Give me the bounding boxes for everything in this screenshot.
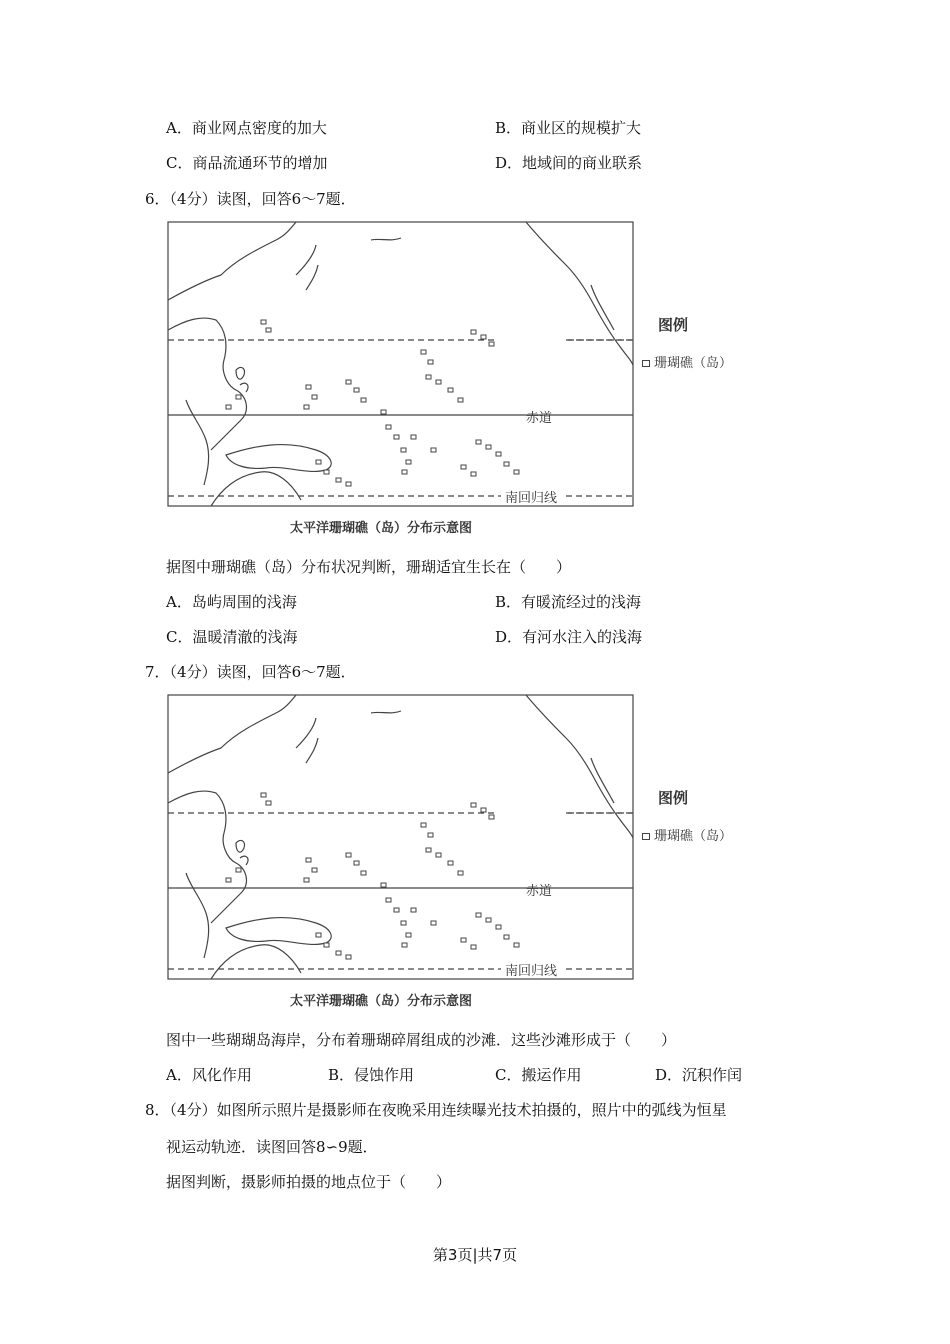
na-coast (526, 222, 633, 365)
coral-reef-symbols (226, 793, 519, 959)
map-caption-1: 太平洋珊瑚礁（岛）分布示意图 (290, 521, 473, 536)
tropic-of-capricorn-label: 南回归线 (505, 491, 558, 506)
asia-coast (168, 222, 296, 300)
q7-option-d: D．沉积作闰 (655, 1066, 743, 1084)
q5-option-b: B．商业区的规模扩大 (495, 119, 642, 137)
australia-north (211, 945, 301, 979)
coral-map-1 (166, 220, 746, 520)
coral-reef-legend-icon (642, 833, 650, 840)
q6-question: 据图中珊瑚礁（岛）分布状况判断，珊瑚适宜生长在（ ） (166, 558, 572, 576)
philippines (236, 841, 248, 865)
legend-title: 图例 (658, 316, 689, 334)
q6-option-c: C．温暖清澈的浅海 (166, 628, 298, 646)
q5-option-d: D．地域间的商业联系 (495, 154, 643, 172)
coral-map-2 (166, 693, 746, 993)
q7-option-b: B．侵蚀作用 (328, 1066, 415, 1084)
aleutians (371, 711, 401, 713)
legend-coral-reef-label: 珊瑚礁（岛） (654, 356, 733, 371)
legend-coral-reef-label-2: 珊瑚礁（岛） (654, 829, 733, 844)
map-caption-2: 太平洋珊瑚礁（岛）分布示意图 (290, 994, 473, 1009)
malay-coast (186, 400, 209, 485)
q8-stem-line2: 视运动轨迹．读图回答8∽9题． (166, 1138, 378, 1156)
malay-coast (186, 873, 209, 958)
baja-california (591, 285, 614, 330)
equator-label-2: 赤道 (526, 884, 553, 899)
baja-california (591, 758, 614, 803)
q7-option-a: A．风化作用 (166, 1066, 252, 1084)
q7-stem: 7．（4分）读图，回答6～7题． (145, 663, 356, 681)
tropic-of-capricorn-label-2: 南回归线 (505, 964, 558, 979)
q7-question: 图中一些瑚瑚岛海岸，分布着珊瑚碎屑组成的沙滩．这些沙滩形成于（ ） (166, 1031, 677, 1049)
new-guinea (226, 918, 331, 945)
legend-title-2: 图例 (658, 789, 689, 807)
q5-option-a: A．商业网点密度的加大 (166, 119, 327, 137)
q8-stem-line1: 8．（4分）如图所示照片是摄影师在夜晚采用连续曝光技术拍摄的，照片中的弧线为恒星 (145, 1101, 727, 1119)
q6-option-a: A．岛屿周围的浅海 (166, 593, 297, 611)
asia-coast-south (168, 318, 246, 450)
philippines (236, 368, 248, 392)
q8-question: 据图判断，摄影师拍摄的地点位于（ ） (166, 1173, 452, 1191)
na-coast (526, 695, 633, 838)
q6-option-b: B．有暖流经过的浅海 (495, 593, 642, 611)
japan-islands (296, 718, 318, 763)
new-guinea (226, 445, 331, 472)
coral-reef-symbols (226, 320, 519, 486)
q5-option-c: C．商品流通环节的增加 (166, 154, 328, 172)
map-frame (168, 695, 633, 979)
map-frame (168, 222, 633, 506)
asia-coast (168, 695, 296, 773)
q7-option-c: C．搬运作用 (495, 1066, 582, 1084)
japan-islands (296, 245, 318, 290)
aleutians (371, 238, 401, 240)
legend-coral-reef-2 (642, 825, 732, 844)
q6-option-d: D．有河水注入的浅海 (495, 628, 643, 646)
asia-coast-south (168, 791, 246, 923)
q6-stem: 6．（4分）读图，回答6～7题． (145, 190, 356, 208)
coral-reef-legend-icon (642, 360, 650, 367)
equator-label: 赤道 (526, 411, 553, 426)
page-footer: 第3页|共7页 (432, 1246, 518, 1264)
australia-north (211, 472, 301, 506)
legend-coral-reef (642, 352, 732, 371)
